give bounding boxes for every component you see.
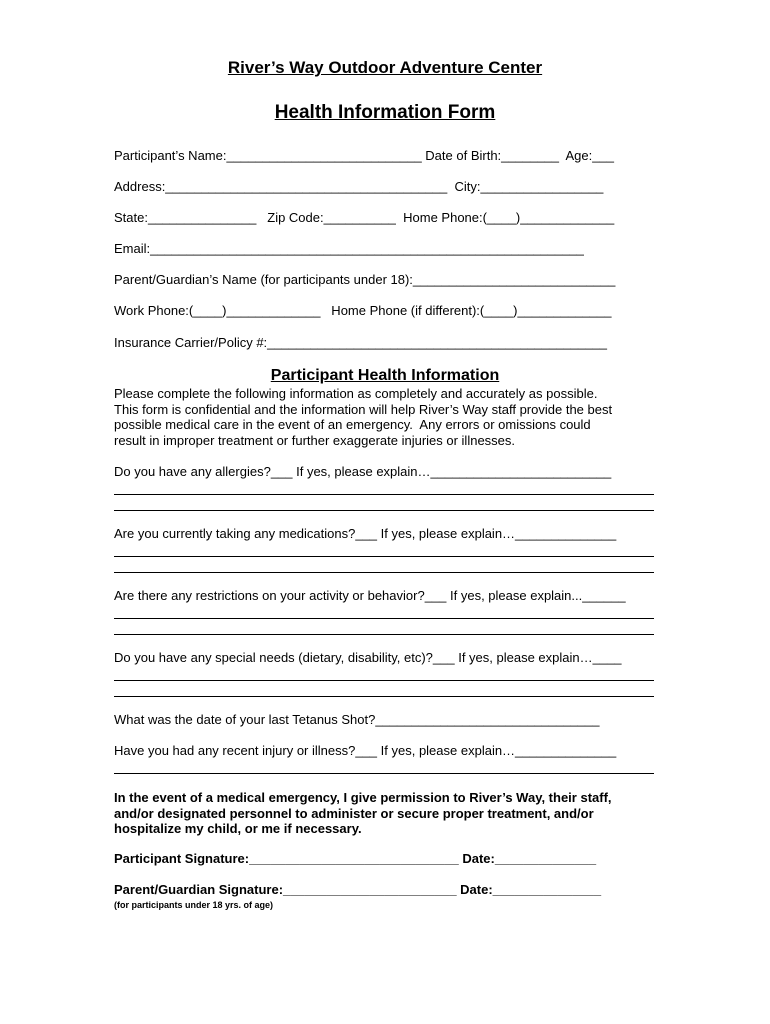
answer-line[interactable] — [114, 556, 654, 557]
insurance-line[interactable]: Insurance Carrier/Policy #:_______________________________________________ — [114, 335, 607, 350]
participant-name-line[interactable]: Participant’s Name:___________________________ Date of Birth:________ Age:___ — [114, 148, 614, 163]
injury-question[interactable]: Have you had any recent injury or illness?___ If yes, please explain…______________ — [114, 743, 617, 758]
special-needs-question[interactable]: Do you have any special needs (dietary, disability, etc)?___ If yes, please explain…____ — [114, 650, 622, 665]
answer-line[interactable] — [114, 634, 654, 635]
form-title: Health Information Form — [274, 102, 496, 123]
state-zip-phone-line[interactable]: State:_______________ Zip Code:__________ Home Phone:(____)_____________ — [114, 210, 615, 225]
answer-line[interactable] — [114, 510, 654, 511]
answer-line[interactable] — [114, 696, 654, 697]
allergies-question[interactable]: Do you have any allergies?___ If yes, please explain…_________________________ — [114, 464, 612, 479]
consent-line: hospitalize my child, or me if necessary. — [114, 821, 362, 836]
health-section-title: Participant Health Information — [270, 367, 500, 384]
consent-line: In the event of a medical emergency, I give permission to River’s Way, their staff, — [114, 790, 612, 805]
work-phone-line[interactable]: Work Phone:(____)_____________ Home Phone (if different):(____)_____________ — [114, 303, 612, 318]
intro-line: Please complete the following information as completely and accurately as possible. — [114, 386, 598, 401]
intro-line: This form is confidential and the information will help River’s Way staff provide the best — [114, 401, 613, 417]
health-intro — [114, 386, 659, 448]
guardian-name-line[interactable]: Parent/Guardian’s Name (for participants under 18):____________________________ — [114, 272, 616, 287]
guardian-note: (for participants under 18 yrs. of age) — [114, 900, 274, 910]
answer-line[interactable] — [114, 572, 654, 573]
intro-line: possible medical care in the event of an emergency. Any errors or omissions could — [114, 417, 591, 432]
intro-line: result in improper treatment or further exaggerate injuries or illnesses. — [114, 432, 516, 448]
answer-line[interactable] — [114, 494, 654, 495]
tetanus-question[interactable]: What was the date of your last Tetanus Shot?_______________________________ — [114, 712, 600, 727]
answer-line[interactable] — [114, 773, 654, 774]
answer-line[interactable] — [114, 680, 654, 681]
email-line[interactable]: Email:____________________________________________________________ — [114, 241, 584, 256]
guardian-signature-line[interactable]: Parent/Guardian Signature:________________________ Date:_______________ — [114, 882, 602, 897]
consent-statement — [114, 790, 612, 837]
organization-title: River’s Way Outdoor Adventure Center — [227, 58, 543, 77]
medications-question[interactable]: Are you currently taking any medications?___ If yes, please explain…______________ — [114, 526, 617, 541]
address-line[interactable]: Address:_______________________________________ City:_________________ — [114, 179, 604, 194]
restrictions-question[interactable]: Are there any restrictions on your activity or behavior?___ If yes, please explain...______ — [114, 588, 626, 603]
consent-line: and/or designated personnel to administer or secure proper treatment, and/or — [114, 805, 594, 821]
participant-signature-line[interactable]: Participant Signature:_____________________________ Date:______________ — [114, 851, 597, 866]
answer-line[interactable] — [114, 618, 654, 619]
